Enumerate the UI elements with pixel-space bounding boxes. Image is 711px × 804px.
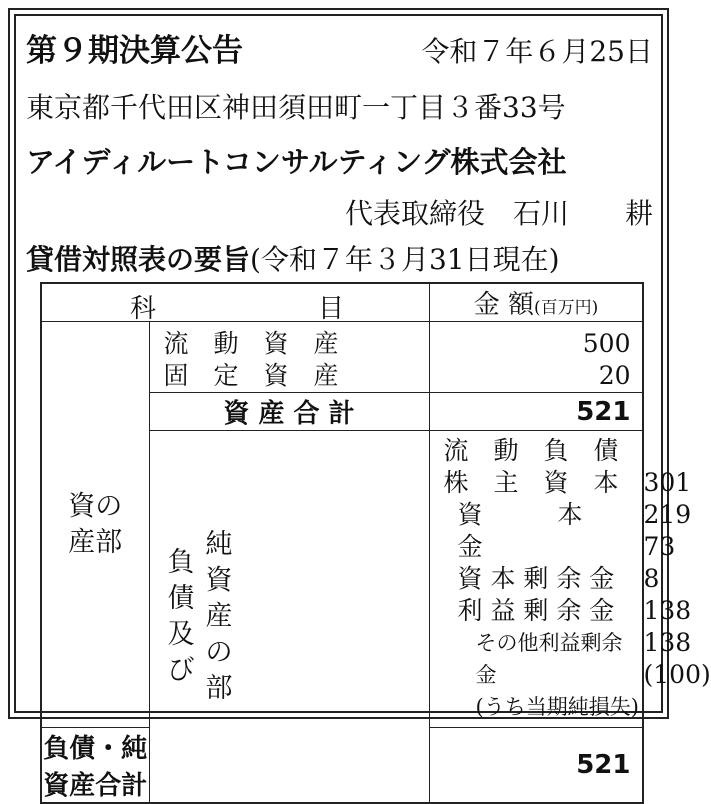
row-label: 流 動 負 債	[443, 436, 619, 465]
row-value: 219	[643, 500, 692, 529]
row-label: 株 主 資 本	[443, 468, 619, 497]
row-label: 利 益 剰 余 金	[457, 596, 615, 625]
company-address: 東京都千代田区神田須田町一丁目３番33号	[26, 91, 566, 124]
row-value: 301	[643, 468, 692, 497]
assets-values	[429, 322, 643, 393]
row-label: 資 本 剰 余 金	[457, 564, 615, 593]
balance-sheet-table	[40, 282, 711, 804]
assets-total-value: 521	[429, 393, 643, 431]
liabilities-section-col1	[168, 545, 195, 689]
header-amount-label: 金 額	[473, 290, 534, 320]
header-item-left: 科	[130, 294, 157, 324]
section-char: 負	[167, 546, 195, 578]
liabilities-total-label: 負債・純資産合計	[41, 728, 149, 804]
liabilities-section-col2	[206, 527, 233, 707]
section-char: 債	[167, 582, 195, 614]
row-label: (うち当期純損失)	[475, 695, 639, 719]
row-label: 資 本 金	[457, 500, 658, 561]
row-label: その他利益剰余金	[475, 631, 623, 687]
notice-date: 令和７年６月25日	[421, 35, 653, 68]
section-char: び	[167, 654, 195, 686]
row-value: 73	[643, 532, 676, 561]
assets-total-label: 資 産 合 計	[149, 393, 429, 431]
section-char: 産	[205, 600, 233, 632]
table-row	[41, 322, 643, 393]
header-item-right: 目	[318, 294, 345, 324]
section-char: の	[205, 636, 233, 668]
row-label: 流 動 資 産	[163, 329, 339, 358]
row-value: (100)	[643, 660, 711, 689]
assets-section-label	[41, 322, 149, 728]
company-name: アイディルートコンサルティング株式会社	[26, 145, 567, 179]
section-char: 純	[205, 528, 233, 560]
row-value: 20	[598, 361, 631, 390]
liabilities-items	[429, 431, 658, 728]
header-amount	[429, 283, 643, 322]
row-value: 8	[643, 564, 660, 593]
balance-sheet-date: (令和７年３月31日現在)	[250, 243, 560, 276]
representative: 代表取締役 石川 耕	[344, 197, 653, 230]
row-value: 138	[643, 596, 692, 625]
row-value: 500	[582, 329, 631, 358]
section-char: 資	[205, 564, 233, 596]
header-unit: (百万円)	[534, 298, 599, 318]
section-char: 部	[205, 672, 233, 704]
table-header	[41, 283, 643, 322]
assets-section-line2: 産部	[68, 526, 123, 558]
header-item	[41, 283, 429, 322]
section-char: 及	[167, 618, 195, 650]
notice-title: 第９期決算公告	[26, 33, 243, 69]
row-label: 固 定 資 産	[163, 361, 339, 390]
balance-sheet-title	[26, 243, 560, 276]
liabilities-section-label	[149, 431, 429, 804]
liabilities-total-value: 521	[429, 728, 643, 804]
assets-section-line1: 資の	[68, 490, 123, 522]
row-value: 138	[643, 628, 692, 657]
balance-sheet-title-main: 貸借対照表の要旨	[26, 243, 251, 276]
assets-items	[149, 322, 429, 393]
